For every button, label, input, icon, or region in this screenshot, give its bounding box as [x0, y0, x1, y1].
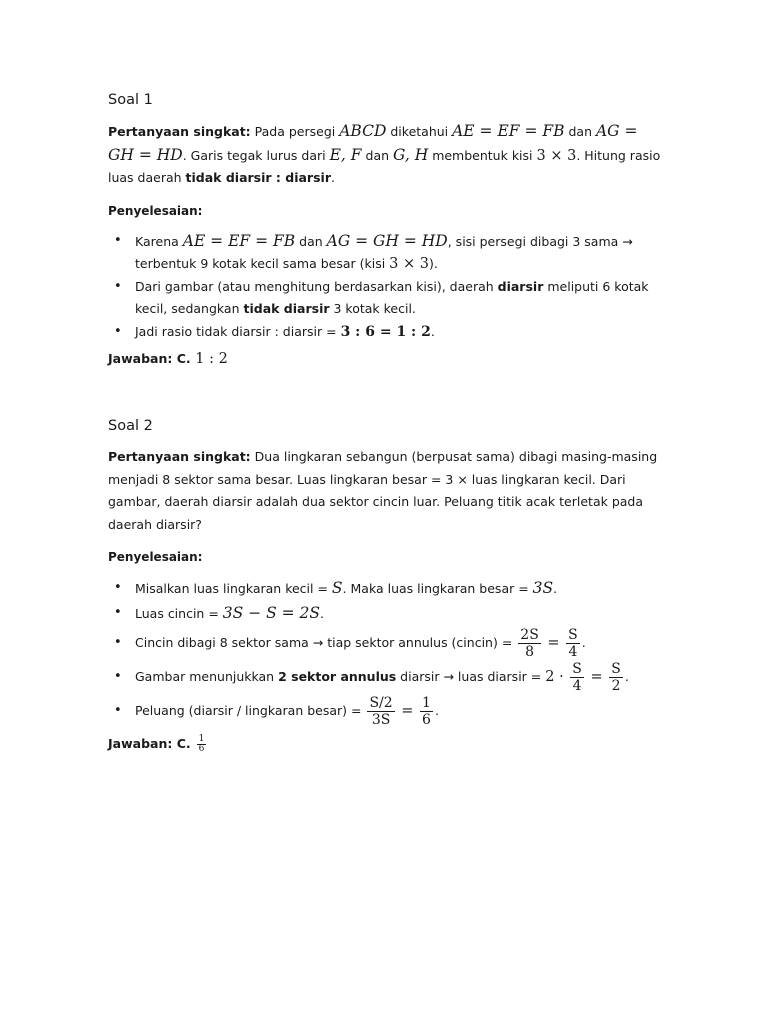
answer-label: Jawaban: C. [108, 736, 191, 751]
solution-step [108, 626, 668, 660]
soal-1-title: Soal 1 [108, 92, 153, 108]
fraction-denominator: 3S [371, 712, 391, 728]
fraction [518, 627, 541, 660]
fraction-denominator: 4 [568, 644, 578, 660]
question-text: dan [564, 124, 596, 139]
fraction-denominator: 2 [611, 678, 621, 694]
step-text: , sisi persegi dibagi 3 sama → terbentuk 9 kotak kecil sama besar (kisi [135, 233, 633, 271]
question-text: . Hitung rasio luas daerah [108, 147, 661, 185]
soal-1-section [108, 90, 668, 369]
fraction-numerator: S [611, 661, 621, 677]
fraction [570, 661, 584, 694]
step-text: . [624, 669, 629, 684]
soal-2-answer [108, 734, 668, 754]
question-text: . [330, 170, 335, 185]
question-emphasis: tidak diarsir : diarsir [185, 170, 331, 185]
fraction-denominator: 8 [525, 644, 534, 660]
math-expression: S [331, 579, 343, 597]
step-text: . [553, 581, 558, 596]
solution-step [108, 321, 668, 344]
fraction-denominator: 6 [198, 744, 205, 754]
fraction [367, 695, 394, 728]
solution-heading: Penyelesaian: [108, 203, 203, 218]
math-expression: ABCD [339, 122, 387, 140]
math-expression: G, H [393, 145, 429, 164]
math-expression: 3 × 3 [389, 256, 429, 272]
fraction-numerator: S [572, 661, 582, 677]
step-emphasis: diarsir [497, 278, 544, 294]
math-expression: AG = GH = HD [108, 122, 638, 164]
step-text: . Maka luas lingkaran besar = [342, 581, 533, 596]
question-text: diketahui [386, 124, 453, 139]
solution-step [108, 276, 668, 321]
solution-steps [108, 230, 668, 344]
step-text: Karena [135, 233, 183, 249]
step-text: . [581, 635, 586, 650]
solution-step [108, 230, 668, 276]
fraction-numerator: 2S [520, 627, 539, 643]
step-text: ). [429, 256, 438, 271]
fraction-denominator: 4 [572, 678, 582, 694]
fraction [566, 627, 580, 660]
solution-step [108, 694, 668, 728]
step-text: dan [295, 233, 327, 249]
step-text: Misalkan luas lingkaran kecil = [135, 581, 332, 596]
question-text: . Garis tegak lurus dari [182, 147, 330, 163]
step-text: Jadi rasio tidak diarsir : diarsir = [135, 323, 341, 339]
solution-step [108, 576, 668, 601]
question-text: membentuk kisi [428, 147, 537, 163]
equals-sign: = [542, 635, 565, 651]
step-text: Dari gambar (atau menghitung berdasarkan kisi), daerah [135, 278, 498, 294]
question-label: Pertanyaan singkat: [108, 449, 251, 464]
step-text: 3 kotak kecil. [329, 301, 416, 316]
answer-label: Jawaban: C. [108, 351, 191, 366]
answer-value: 1 : 2 [190, 351, 228, 367]
equals-sign: = [585, 669, 608, 685]
question-text: dan [361, 147, 394, 163]
step-text: diarsir → luas diarsir = [396, 669, 546, 684]
soal-2-question [108, 446, 668, 536]
step-emphasis: tidak diarsir [243, 301, 330, 316]
step-text: . [430, 323, 435, 339]
step-text: Luas cincin = [135, 606, 223, 621]
step-text: Peluang (diarsir / lingkaran besar) = [135, 703, 366, 718]
question-text: Dua lingkaran sebangun (berpusat sama) dibagi masing-masing menjadi 8 sektor sama besar. Luas lingkaran besar = 3 × luas lingkaran kecil. Dari gambar, daerah diarsir adalah dua sektor cincin luar. Peluang titik acak terletak pada daerah diarsir? [108, 449, 658, 532]
step-emphasis: 2 sektor annulus [278, 669, 397, 684]
math-expression: 3S [532, 579, 554, 597]
soal-1-answer [108, 349, 668, 369]
soal-1-question [108, 120, 668, 190]
step-text: meliputi 6 kotak kecil, sedangkan [135, 278, 649, 316]
fraction-numerator: S [568, 627, 578, 643]
math-expression: 3 × 3 [536, 147, 577, 164]
math-expression: AE = EF = FB [182, 231, 296, 250]
fraction-numerator: 1 [422, 695, 431, 711]
solution-steps [108, 576, 668, 728]
fraction-numerator: 1 [198, 734, 205, 744]
fraction [420, 695, 433, 728]
math-expression: AE = EF = FB [452, 122, 565, 140]
solution-heading: Penyelesaian: [108, 550, 203, 564]
step-text: Gambar menunjukkan [135, 669, 279, 684]
math-expression: E, F [329, 145, 362, 164]
math-expression: 2 · [545, 669, 569, 685]
soal-2-title: Soal 2 [108, 418, 153, 434]
step-text: . [320, 606, 325, 621]
solution-step [108, 601, 668, 626]
equals-sign: = [396, 703, 419, 719]
math-expression: AG = GH = HD [326, 231, 448, 250]
step-text: . [434, 703, 439, 718]
question-label: Pertanyaan singkat: [108, 124, 251, 139]
fraction [609, 661, 623, 694]
soal-2-section [108, 416, 668, 754]
step-text: Cincin dibagi 8 sektor sama → tiap sektor annulus (cincin) = [135, 635, 517, 650]
fraction-numerator: S/2 [369, 695, 393, 711]
solution-step [108, 660, 668, 694]
math-expression: 3S − S = 2S [222, 604, 321, 622]
math-expression: 3 : 6 = 1 : 2 [340, 323, 431, 340]
question-text: Pada persegi [250, 124, 340, 139]
answer-fraction [197, 735, 207, 754]
fraction-denominator: 6 [422, 712, 431, 728]
